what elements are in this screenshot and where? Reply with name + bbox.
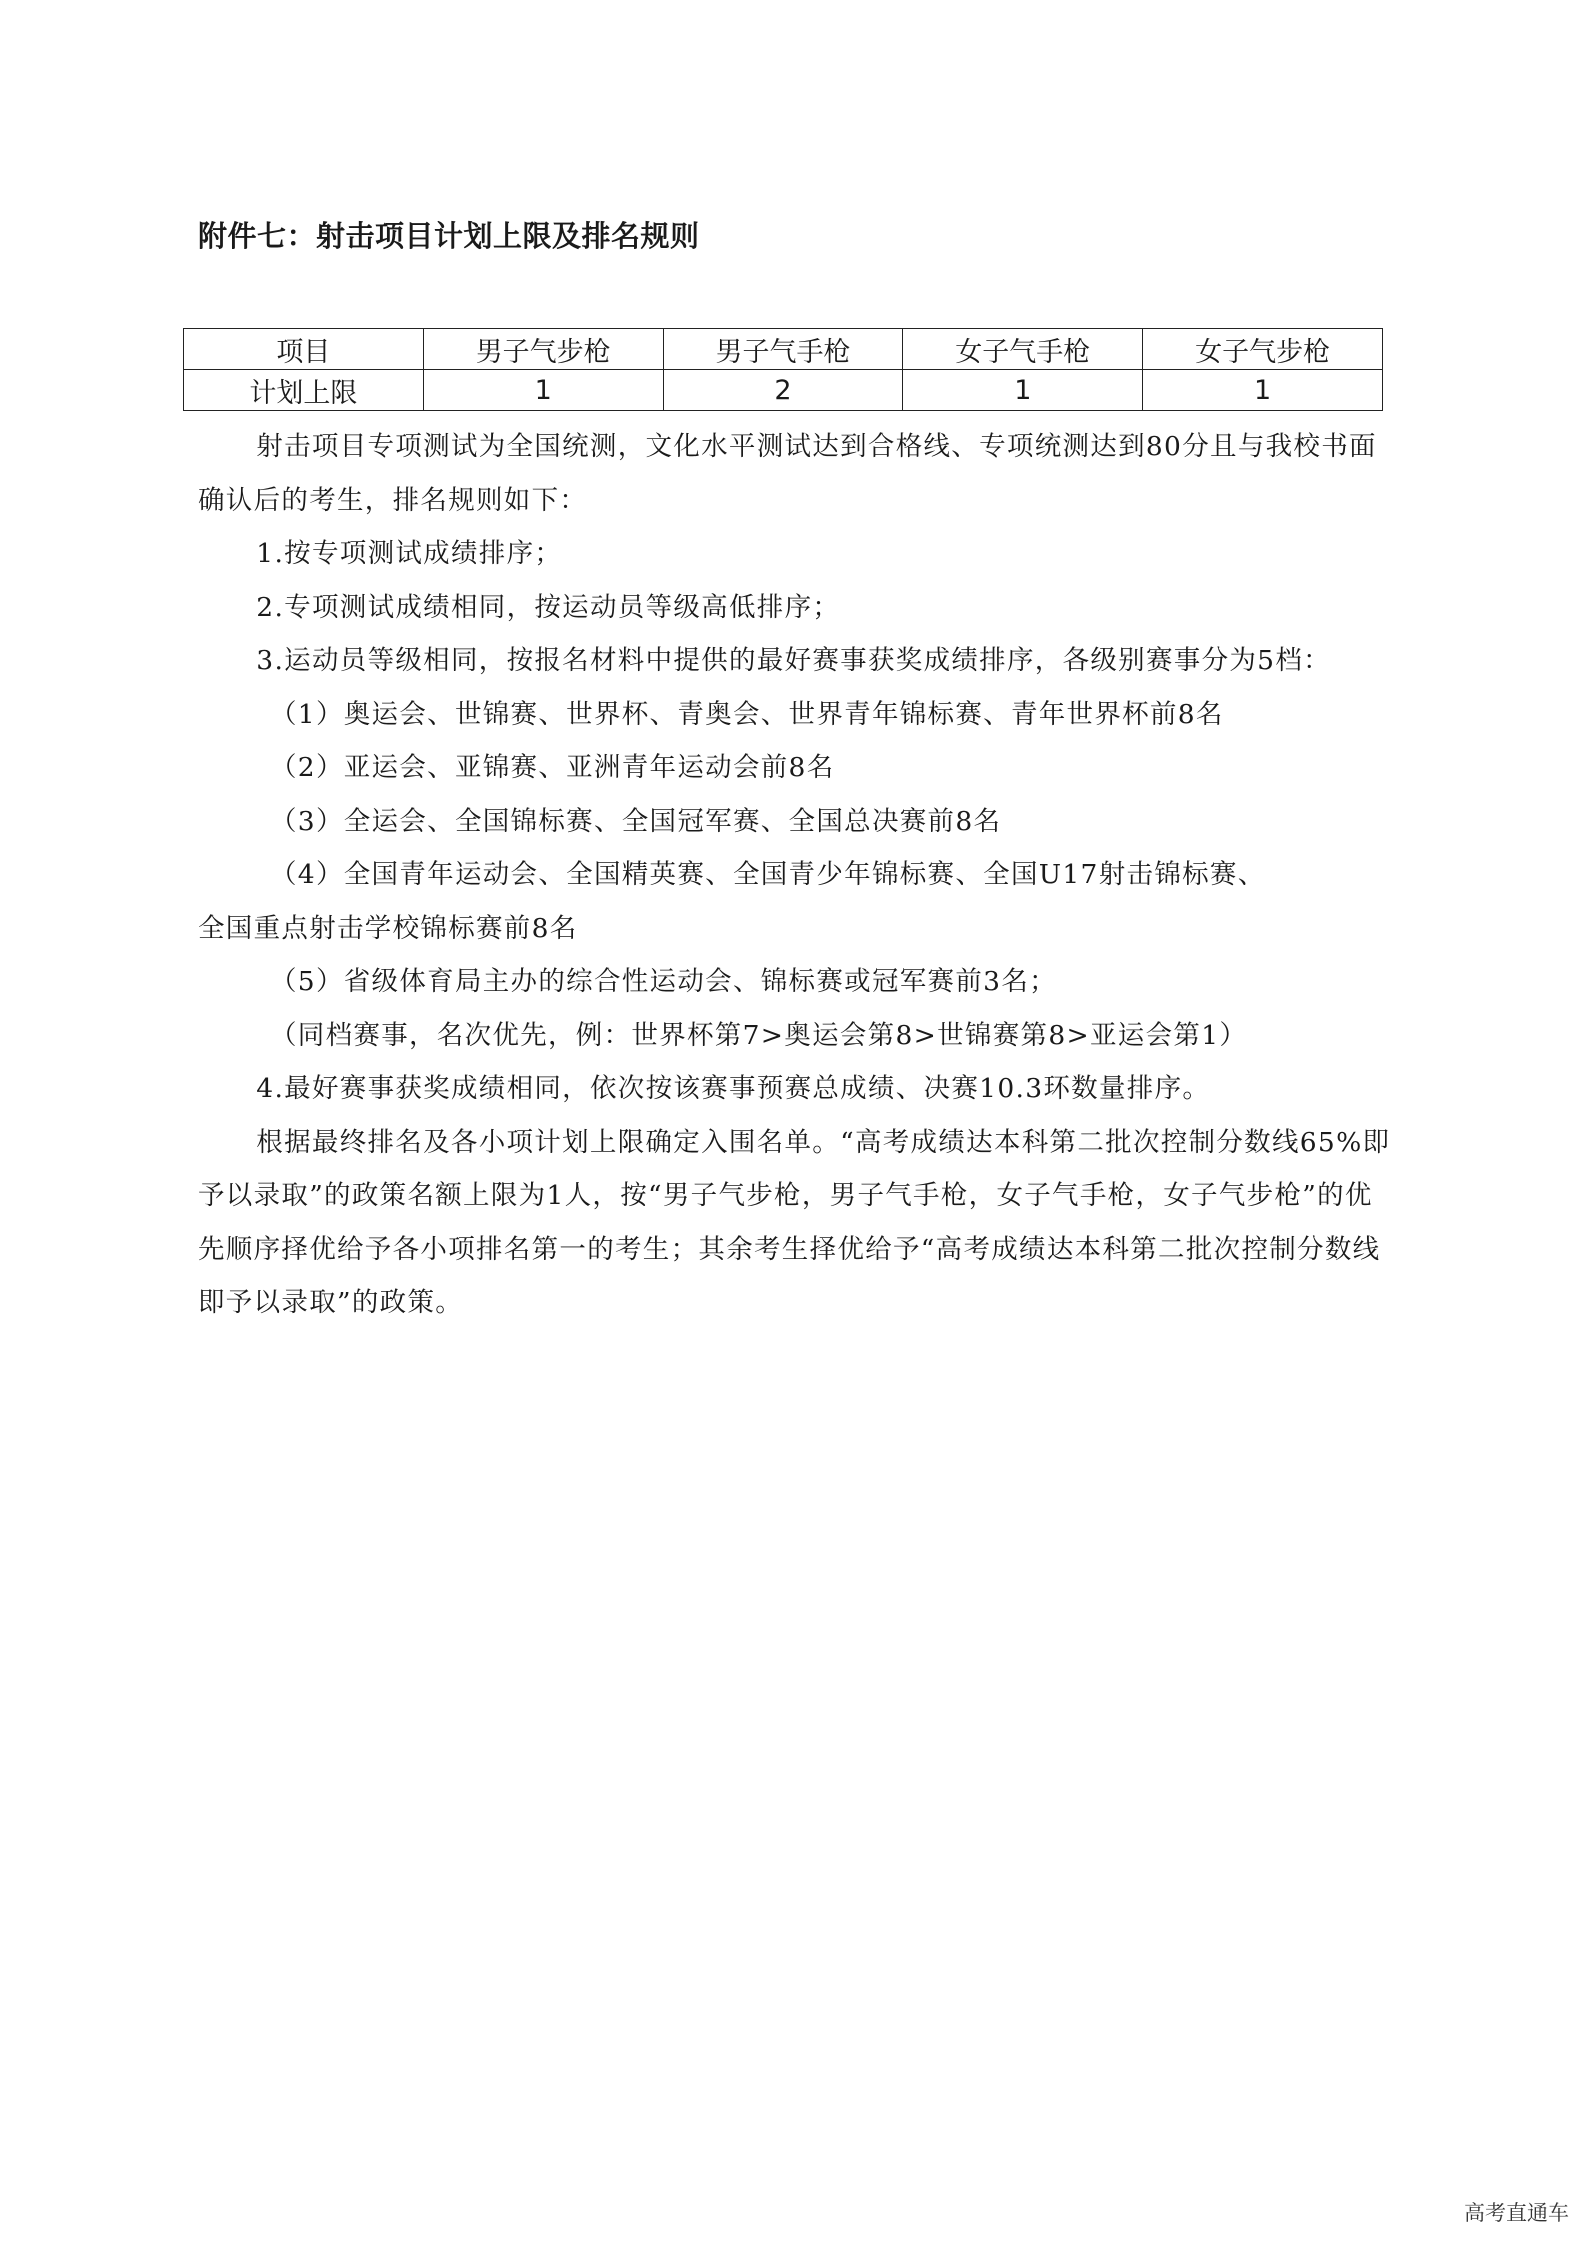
tier-1: （1）奥运会、世锦赛、世界杯、青奥会、世界青年锦标赛、青年世界杯前8名 [270, 698, 1224, 730]
rule-4: 4.最好赛事获奖成绩相同，依次按该赛事预赛总成绩、决赛10.3环数量排序。 [256, 1073, 1211, 1104]
quota-men-air-pistol: 2 [663, 370, 903, 411]
header-cell-women-air-rifle: 女子气步枪 [1143, 329, 1383, 370]
row-label-quota: 计划上限 [184, 370, 424, 411]
rule-1: 1.按专项测试成绩排序； [256, 538, 563, 569]
quota-men-air-rifle: 1 [423, 370, 663, 411]
header-cell-event: 项目 [184, 329, 424, 370]
tier-4-line-1: （4）全国青年运动会、全国精英赛、全国青少年锦标赛、全国U17射击锦标赛、 [270, 859, 1266, 890]
header-cell-men-air-pistol: 男子气手枪 [663, 329, 903, 370]
quota-women-air-rifle: 1 [1143, 370, 1383, 411]
tier-3: （3）全运会、全国锦标赛、全国冠军赛、全国总决赛前8名 [270, 805, 1002, 837]
final-paragraph: 根据最终排名及各小项计划上限确定入围名单。“高考成绩达本科第二批次控制分数线65%即予以录取”的政策名额上限为1人，按“男子气步枪，男子气手枪，女子气手枪，女子气步枪”的优先顺序择优给予各小项排名第一的考生；其余考生择优给予“高考成绩达本科第二批次控制分数线即予以录取”的政策。 [198, 1126, 1391, 1318]
rule-3: 3.运动员等级相同，按报名材料中提供的最好赛事获奖成绩排序，各级别赛事分为5档： [256, 645, 1331, 676]
rule-2: 2.专项测试成绩相同，按运动员等级高低排序； [256, 591, 841, 623]
footer-watermark: 高考直通车 [1464, 2201, 1569, 2225]
table-header-row [184, 329, 1383, 370]
rules-body [198, 420, 1398, 1330]
tier-4-line-2: 全国重点射击学校锦标赛前8名 [198, 912, 578, 944]
page-title: 附件七：射击项目计划上限及排名规则 [198, 219, 700, 253]
header-cell-men-air-rifle: 男子气步枪 [423, 329, 663, 370]
header-cell-women-air-pistol: 女子气手枪 [903, 329, 1143, 370]
intro-paragraph: 射击项目专项测试为全国统测，文化水平测试达到合格线、专项统测达到80分且与我校书面确认后的考生，排名规则如下： [198, 431, 1377, 516]
table-row [184, 370, 1383, 411]
tier-5: （5）省级体育局主办的综合性运动会、锦标赛或冠军赛前3名； [270, 966, 1057, 997]
tier-2: （2）亚运会、亚锦赛、亚洲青年运动会前8名 [270, 752, 835, 783]
tier-note: （同档赛事，名次优先，例：世界杯第7>奥运会第8>世锦赛第8>亚运会第1） [270, 1019, 1248, 1051]
quota-table [183, 328, 1383, 411]
quota-women-air-pistol: 1 [903, 370, 1143, 411]
